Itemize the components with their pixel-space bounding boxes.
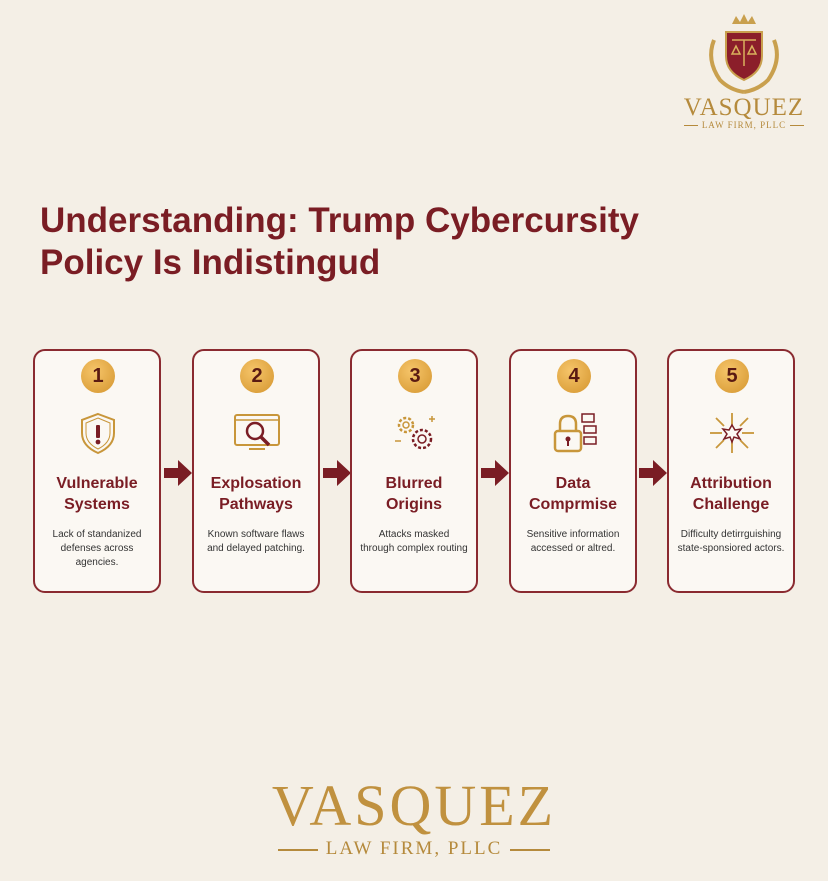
shield-alert-icon [74,411,122,455]
brand-name: VASQUEZ [683,94,805,121]
step-title: Attribution Challenge [690,475,772,513]
step-number-badge: 1 [81,359,115,393]
arrow-right-icon [639,460,669,486]
header-logo [674,10,814,128]
step-card-2 [192,349,320,593]
step-description: Sensitive information accessed or altred. [526,529,620,554]
footer-logo [234,773,594,866]
arrow-right-icon [164,460,194,486]
step-card-4 [509,349,637,593]
arrow-right-icon [323,460,353,486]
step-card-3 [350,349,478,593]
brand-subtitle: LAW FIRM, PLLC [674,120,814,130]
step-title: Blurred Origins [385,475,443,513]
gears-icon [391,411,439,455]
step-number-badge: 5 [715,359,749,393]
burst-icon [708,411,756,455]
step-number-badge: 3 [398,359,432,393]
crest-icon [702,10,786,94]
step-card-5 [667,349,795,593]
step-title: Data Comprmise [528,475,618,513]
footer-brand-subtitle: LAW FIRM, PLLC [234,838,594,860]
step-description: Known software flaws and delayed patching. [207,529,305,554]
lock-data-icon [550,411,598,455]
step-title: Explosation Pathways [210,475,302,513]
title-line-1: Understanding: Trump Cybercursity [40,201,639,240]
step-number-badge: 4 [557,359,591,393]
arrow-right-icon [481,460,511,486]
step-description: Attacks masked through complex routing [360,529,468,554]
footer-brand-name: VASQUEZ [271,773,557,838]
step-card-1 [33,349,161,593]
step-description: Lack of standanized defenses across agencies. [52,529,142,568]
process-steps [33,349,803,597]
magnifier-screen-icon [233,411,281,455]
step-number-badge: 2 [240,359,274,393]
title-line-2: Policy Is Indistingud [40,243,381,282]
page-title [40,200,740,284]
step-description: Difficulty detirrguishing state-sponsiored actors. [677,529,785,554]
step-title: Vulnerable Systems [56,475,138,513]
